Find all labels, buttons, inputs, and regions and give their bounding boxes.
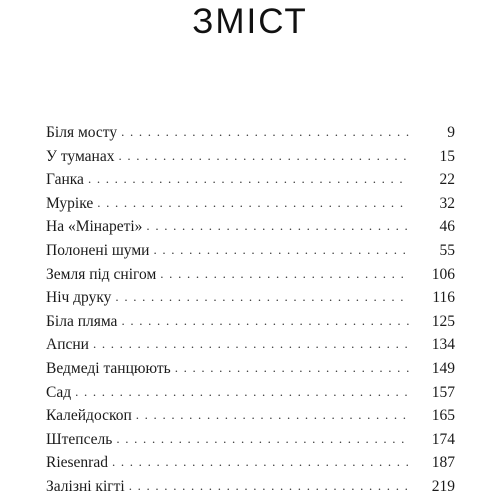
- toc-entry-title: Ведмеді танцюють: [46, 359, 171, 377]
- toc-entry-page-number: 46: [439, 218, 455, 236]
- toc-entry-page-number: 219: [431, 477, 455, 495]
- dot-leader: [136, 407, 409, 423]
- toc-entry-page-number: 22: [439, 171, 455, 189]
- dot-leader: [97, 195, 409, 211]
- toc-entry: [46, 148, 455, 172]
- toc-entry-page-number: 9: [447, 124, 455, 141]
- table-of-contents: [46, 124, 455, 502]
- dot-leader: [75, 384, 409, 400]
- toc-entry-page-number: 116: [432, 289, 455, 307]
- toc-entry-title: Полонені шуми: [46, 241, 150, 259]
- toc-entry-page-number: 174: [431, 430, 455, 448]
- toc-entry: [46, 384, 455, 408]
- toc-entry-page-number: 32: [439, 194, 455, 212]
- toc-entry-page-number: 55: [439, 241, 455, 259]
- toc-entry: [46, 454, 455, 478]
- toc-entry: [46, 360, 455, 384]
- toc-entry-title: Муріке: [46, 194, 94, 212]
- toc-entry-page-number: 165: [431, 407, 455, 425]
- dot-leader: [160, 266, 409, 282]
- toc-entry-title: Ніч друку: [46, 289, 112, 307]
- toc-entry: [46, 478, 455, 502]
- toc-entry: [46, 336, 455, 360]
- toc-entry-page-number: 187: [431, 454, 455, 472]
- toc-entry-title: Біла пляма: [46, 312, 118, 330]
- toc-entry-title: Штепсель: [46, 430, 113, 448]
- dot-leader: [112, 454, 409, 470]
- dot-leader: [121, 313, 409, 329]
- dot-leader: [116, 431, 409, 447]
- dot-leader: [88, 171, 409, 187]
- toc-entry-title: У туманах: [46, 147, 115, 165]
- dot-leader: [146, 218, 409, 234]
- toc-entry-title: Земля під снігом: [46, 265, 157, 283]
- toc-entry-title: Riesenrad: [46, 454, 108, 472]
- toc-entry-title: Біля мосту: [46, 124, 118, 141]
- toc-entry-page-number: 157: [431, 383, 455, 401]
- toc-entry-page-number: 125: [431, 312, 455, 330]
- dot-leader: [175, 360, 409, 376]
- toc-entry-title: Апсни: [46, 336, 89, 354]
- toc-entry-title: Ганка: [46, 171, 84, 189]
- toc-entry: [46, 171, 455, 195]
- toc-entry: [46, 289, 455, 313]
- toc-entry: [46, 242, 455, 266]
- page-title: ЗМІСТ: [192, 2, 308, 41]
- toc-entry: [46, 313, 455, 337]
- dot-leader: [93, 336, 409, 352]
- dot-leader: [118, 148, 409, 164]
- toc-entry: [46, 407, 455, 431]
- toc-entry-page-number: 106: [431, 265, 455, 283]
- toc-entry: [46, 124, 455, 148]
- dot-leader: [153, 242, 409, 258]
- toc-entry: [46, 195, 455, 219]
- toc-entry-page-number: 15: [439, 147, 455, 165]
- dot-leader: [115, 289, 409, 305]
- toc-entry-title: Залізні кігті: [46, 477, 125, 495]
- dot-leader: [121, 124, 409, 140]
- toc-entry: [46, 266, 455, 290]
- toc-entry-page-number: 149: [431, 359, 455, 377]
- toc-entry: [46, 431, 455, 455]
- toc-entry-title: Калейдоскоп: [46, 407, 132, 425]
- toc-entry-page-number: 134: [431, 336, 455, 354]
- toc-entry-title: Сад: [46, 383, 72, 401]
- dot-leader: [129, 478, 409, 494]
- toc-entry: [46, 218, 455, 242]
- toc-entry-title: На «Мінареті»: [46, 218, 143, 236]
